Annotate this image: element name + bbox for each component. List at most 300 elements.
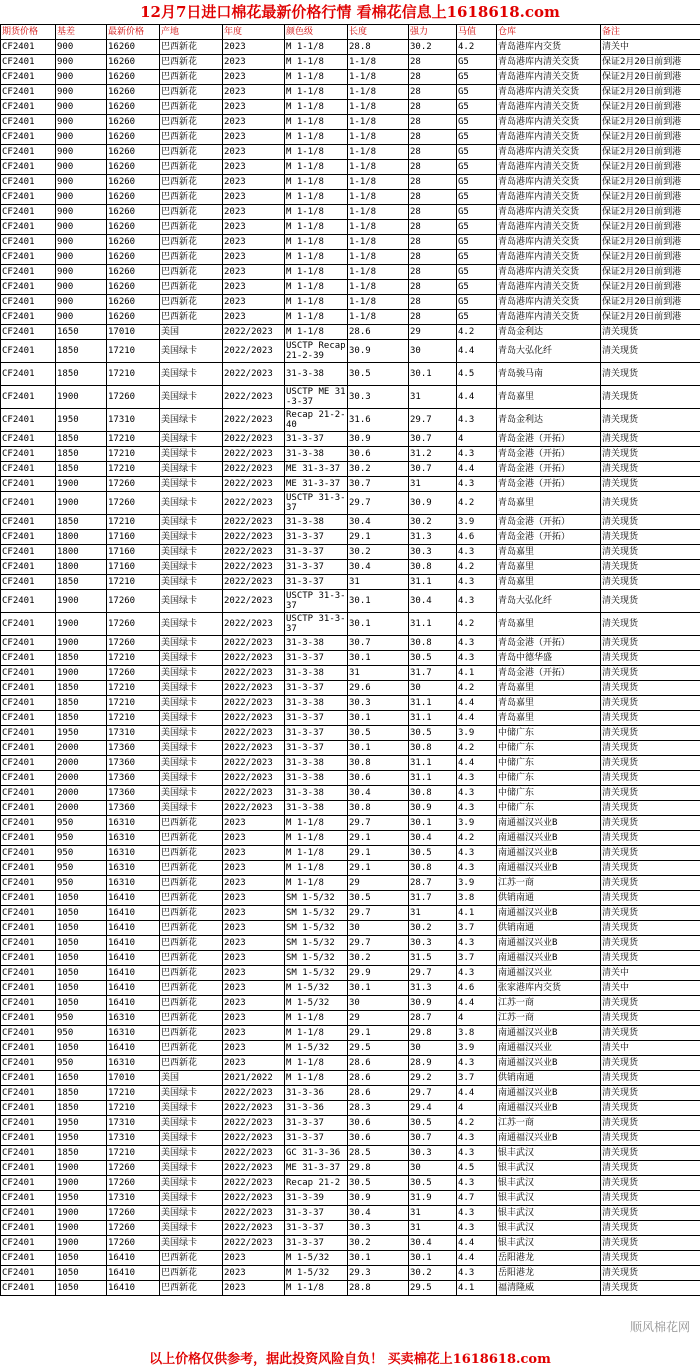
cell-micronaire: 4.1	[457, 1281, 497, 1296]
cell-basis: 1050	[56, 936, 107, 951]
cell-origin: 美国绿卡	[160, 651, 223, 666]
cell-strength: 30.2	[409, 40, 457, 55]
watermark: 顺风棉花网	[629, 1320, 690, 1334]
cell-warehouse: 青岛港库内清关交货	[497, 310, 601, 325]
cell-warehouse: 青岛金港（开拓）	[497, 447, 601, 462]
cell-basis: 950	[56, 831, 107, 846]
cell-futures: CF2401	[1, 966, 56, 981]
cell-color-grade: Recap 21-2-40	[286, 410, 346, 430]
cell-year: 2022/2023	[223, 477, 285, 492]
cell-warehouse: 青岛嘉里	[497, 681, 601, 696]
cell-basis: 1950	[56, 1116, 107, 1131]
cell-micronaire: 4.2	[457, 1116, 497, 1131]
cell-basis: 1650	[56, 325, 107, 340]
cell-micronaire: 4	[457, 1101, 497, 1116]
table-row	[1, 1071, 700, 1086]
cell-origin: 美国绿卡	[160, 681, 223, 696]
cell-remark: 清关现货	[601, 951, 700, 966]
table-row	[1, 636, 700, 651]
cell-strength: 30	[409, 1161, 457, 1176]
cell-futures: CF2401	[1, 310, 56, 325]
cell-length: 30.5	[348, 891, 409, 906]
table-row	[1, 492, 700, 515]
cell-strength: 29.4	[409, 1101, 457, 1116]
cell-futures: CF2401	[1, 1191, 56, 1206]
cell-futures: CF2401	[1, 530, 56, 545]
cell-strength: 29.7	[409, 966, 457, 981]
cell-remark: 清关现货	[601, 575, 700, 590]
cell-remark: 清关现货	[601, 681, 700, 696]
cell-futures: CF2401	[1, 906, 56, 921]
cell-origin: 美国绿卡	[160, 1131, 223, 1146]
cell-color-grade: 31-3-37	[285, 741, 348, 756]
cell-year: 2022/2023	[223, 1146, 285, 1161]
cell-color-grade: M 1-1/8	[285, 1281, 348, 1296]
cell-year: 2022/2023	[223, 530, 285, 545]
cell-micronaire: 4.3	[457, 1221, 497, 1236]
cell-origin: 巴西新花	[160, 981, 223, 996]
cell-remark: 清关现货	[601, 1011, 700, 1026]
cell-micronaire: 4.4	[457, 1086, 497, 1101]
cell-color-grade: M 1-1/8	[285, 55, 348, 70]
cell-origin: 美国绿卡	[160, 756, 223, 771]
table-row	[1, 145, 700, 160]
cell-futures: CF2401	[1, 205, 56, 220]
cell-latest-price: 17210	[107, 462, 160, 477]
cell-micronaire: G5	[457, 250, 497, 265]
cell-remark: 清关现货	[601, 666, 700, 681]
cell-latest-price: 17260	[107, 1236, 160, 1251]
cell-color-grade: USCTP Recap 21-2-39	[286, 341, 346, 361]
cell-origin: 美国绿卡	[160, 340, 223, 363]
cell-strength: 28	[409, 100, 457, 115]
cell-warehouse: 青岛港库内清关交货	[497, 205, 601, 220]
cell-micronaire: 4.4	[457, 996, 497, 1011]
cell-color-grade: Recap 21-2	[285, 1176, 348, 1191]
cell-basis: 900	[56, 85, 107, 100]
cell-latest-price: 16260	[107, 145, 160, 160]
cell-length: 30.3	[348, 1221, 409, 1236]
cell-color-grade: SM 1-5/32	[285, 966, 348, 981]
cell-year: 2022/2023	[223, 560, 285, 575]
cell-length: 31	[348, 575, 409, 590]
table-row	[1, 40, 700, 55]
cell-length: 30.6	[348, 1116, 409, 1131]
cell-basis: 1850	[56, 432, 107, 447]
table-row	[1, 891, 700, 906]
cell-color-grade: USCTP 31-3-37	[286, 614, 346, 634]
cell-warehouse: 南通福汉兴业B	[497, 936, 601, 951]
cell-warehouse: 供销南通	[497, 1071, 601, 1086]
table-row	[1, 1086, 700, 1101]
cell-strength: 30.7	[409, 462, 457, 477]
cell-warehouse: 银丰武汉	[497, 1191, 601, 1206]
cell-origin: 美国绿卡	[160, 462, 223, 477]
cell-warehouse: 青岛骏马南	[497, 363, 601, 386]
table-row	[1, 756, 700, 771]
table-row	[1, 340, 700, 363]
cell-basis: 1850	[56, 1086, 107, 1101]
cell-origin: 巴西新花	[160, 921, 223, 936]
cell-micronaire: 4.4	[457, 696, 497, 711]
cell-basis: 1850	[56, 515, 107, 530]
cell-origin: 美国绿卡	[160, 613, 223, 636]
cell-futures: CF2401	[1, 936, 56, 951]
cell-futures: CF2401	[1, 280, 56, 295]
cell-year: 2022/2023	[223, 1221, 285, 1236]
cell-micronaire: 4.1	[457, 666, 497, 681]
cell-length: 29	[348, 1011, 409, 1026]
cell-latest-price: 17360	[107, 756, 160, 771]
cell-length: 1-1/8	[348, 175, 409, 190]
cell-futures: CF2401	[1, 115, 56, 130]
cell-strength: 28.7	[409, 876, 457, 891]
cell-basis: 1900	[56, 590, 107, 613]
cell-micronaire: 4.2	[457, 681, 497, 696]
cell-latest-price: 17260	[107, 636, 160, 651]
cell-futures: CF2401	[1, 386, 56, 409]
cell-futures: CF2401	[1, 265, 56, 280]
cell-warehouse: 青岛嘉里	[497, 575, 601, 590]
cell-basis: 900	[56, 265, 107, 280]
cell-basis: 1900	[56, 1236, 107, 1251]
cell-basis: 1850	[56, 681, 107, 696]
cell-basis: 1850	[56, 462, 107, 477]
table-row	[1, 363, 700, 386]
cell-origin: 美国绿卡	[160, 545, 223, 560]
cell-origin: 美国绿卡	[160, 726, 223, 741]
cell-length: 1-1/8	[348, 265, 409, 280]
cell-origin: 巴西新花	[160, 1011, 223, 1026]
table-row	[1, 1131, 700, 1146]
cell-warehouse: 江苏一商	[497, 996, 601, 1011]
cell-micronaire: 4.3	[457, 447, 497, 462]
cell-length: 29.7	[348, 492, 409, 515]
cell-warehouse: 青岛港库内清关交货	[497, 160, 601, 175]
cell-remark: 清关现货	[601, 891, 700, 906]
cell-warehouse: 银丰武汉	[497, 1206, 601, 1221]
cell-length: 30.1	[348, 711, 409, 726]
cell-color-grade: M 1-1/8	[285, 1071, 348, 1086]
cell-micronaire: 4.7	[457, 1191, 497, 1206]
cell-strength: 29.5	[409, 1281, 457, 1296]
cell-color-grade: M 1-5/32	[285, 996, 348, 1011]
cell-warehouse: 青岛大弘化纤	[497, 590, 601, 613]
cell-basis: 1850	[56, 711, 107, 726]
cell-color-grade: M 1-1/8	[285, 846, 348, 861]
cell-strength: 30.8	[409, 636, 457, 651]
table-row	[1, 1191, 700, 1206]
cell-basis: 1050	[56, 951, 107, 966]
cell-futures: CF2401	[1, 130, 56, 145]
cell-origin: 美国绿卡	[160, 530, 223, 545]
cell-remark: 清关现货	[601, 590, 700, 613]
cell-latest-price: 17210	[107, 340, 160, 363]
cell-basis: 1050	[56, 906, 107, 921]
cell-latest-price: 16260	[107, 190, 160, 205]
cell-micronaire: 4.3	[457, 1266, 497, 1281]
cell-futures: CF2401	[1, 651, 56, 666]
cell-remark: 清关现货	[601, 921, 700, 936]
cell-micronaire: G5	[457, 295, 497, 310]
cell-color-grade: SM 1-5/32	[285, 921, 348, 936]
cell-origin: 美国绿卡	[160, 477, 223, 492]
cell-futures: CF2401	[1, 85, 56, 100]
cell-strength: 28	[409, 175, 457, 190]
cell-remark: 清关现货	[601, 861, 700, 876]
cell-warehouse: 供销南通	[497, 891, 601, 906]
cell-warehouse: 青岛金利达	[497, 409, 601, 432]
cell-length: 30.9	[348, 432, 409, 447]
table-row	[1, 280, 700, 295]
cell-strength: 31.1	[409, 575, 457, 590]
cell-year: 2022/2023	[223, 1191, 285, 1206]
cell-color-grade: M 1-1/8	[285, 220, 348, 235]
table-row	[1, 951, 700, 966]
header-year: 年度	[223, 25, 285, 40]
cell-basis: 1850	[56, 696, 107, 711]
cell-year: 2023	[223, 70, 285, 85]
cell-futures: CF2401	[1, 1056, 56, 1071]
cell-latest-price: 16410	[107, 966, 160, 981]
cell-origin: 美国绿卡	[160, 1191, 223, 1206]
cell-micronaire: 3.7	[457, 951, 497, 966]
cell-strength: 31	[409, 1221, 457, 1236]
cell-latest-price: 17210	[107, 651, 160, 666]
cell-origin: 美国绿卡	[160, 666, 223, 681]
cell-year: 2022/2023	[223, 696, 285, 711]
cell-remark: 清关现货	[601, 876, 700, 891]
cell-basis: 2000	[56, 786, 107, 801]
cell-latest-price: 16310	[107, 831, 160, 846]
cell-origin: 巴西新花	[160, 115, 223, 130]
table-row	[1, 696, 700, 711]
cell-latest-price: 16410	[107, 1266, 160, 1281]
cell-length: 29.7	[348, 906, 409, 921]
cell-futures: CF2401	[1, 220, 56, 235]
cell-color-grade: M 1-1/8	[285, 85, 348, 100]
cell-strength: 31.3	[409, 981, 457, 996]
cell-color-grade: SM 1-5/32	[285, 906, 348, 921]
table-row	[1, 831, 700, 846]
cell-color-grade: M 1-5/32	[285, 981, 348, 996]
cell-length: 30.6	[348, 1131, 409, 1146]
cell-strength: 30.8	[409, 560, 457, 575]
cell-origin: 巴西新花	[160, 265, 223, 280]
cell-year: 2023	[223, 295, 285, 310]
cell-year: 2022/2023	[223, 447, 285, 462]
cell-futures: CF2401	[1, 40, 56, 55]
cell-strength: 28	[409, 280, 457, 295]
cell-futures: CF2401	[1, 891, 56, 906]
cell-origin: 巴西新花	[160, 55, 223, 70]
cell-remark: 清关现货	[601, 545, 700, 560]
table-row	[1, 85, 700, 100]
cell-length: 30.3	[348, 696, 409, 711]
cell-origin: 巴西新花	[160, 906, 223, 921]
cell-length: 29.1	[348, 846, 409, 861]
cell-year: 2023	[223, 250, 285, 265]
table-row	[1, 906, 700, 921]
cell-micronaire: 3.8	[457, 1026, 497, 1041]
cell-color-grade: SM 1-5/32	[285, 891, 348, 906]
cell-length: 28.6	[348, 1086, 409, 1101]
table-row	[1, 409, 700, 432]
cell-strength: 28	[409, 145, 457, 160]
cell-year: 2023	[223, 115, 285, 130]
cell-micronaire: 4.2	[457, 831, 497, 846]
cell-remark: 保证2月20日前到港	[601, 100, 700, 115]
cell-strength: 30.4	[409, 831, 457, 846]
cell-remark: 清关现货	[601, 1116, 700, 1131]
cell-futures: CF2401	[1, 1266, 56, 1281]
cell-color-grade: 31-3-38	[285, 363, 348, 386]
table-row	[1, 711, 700, 726]
cell-origin: 巴西新花	[160, 295, 223, 310]
table-row	[1, 846, 700, 861]
cell-latest-price: 16310	[107, 816, 160, 831]
cell-color-grade: SM 1-5/32	[285, 936, 348, 951]
cell-warehouse: 青岛嘉里	[497, 545, 601, 560]
cell-futures: CF2401	[1, 545, 56, 560]
cell-remark: 清关中	[601, 966, 700, 981]
cell-remark: 清关现货	[601, 906, 700, 921]
cell-length: 30.4	[348, 515, 409, 530]
cell-remark: 清关现货	[601, 651, 700, 666]
cell-basis: 900	[56, 130, 107, 145]
cell-color-grade: M 1-5/32	[285, 1251, 348, 1266]
cell-warehouse: 银丰武汉	[497, 1221, 601, 1236]
cell-futures: CF2401	[1, 786, 56, 801]
cell-micronaire: 4.3	[457, 409, 497, 432]
cell-micronaire: 3.9	[457, 876, 497, 891]
cell-origin: 巴西新花	[160, 1266, 223, 1281]
cell-latest-price: 16410	[107, 1041, 160, 1056]
cell-latest-price: 17260	[107, 666, 160, 681]
cell-color-grade: USCTP 31-3-37	[286, 493, 346, 513]
table-row	[1, 1236, 700, 1251]
cell-length: 1-1/8	[348, 280, 409, 295]
cell-latest-price: 16310	[107, 1026, 160, 1041]
cell-latest-price: 16410	[107, 1281, 160, 1296]
cell-length: 30.2	[348, 1236, 409, 1251]
cell-strength: 30.7	[409, 1131, 457, 1146]
cell-basis: 950	[56, 1056, 107, 1071]
cell-warehouse: 青岛港库内清关交货	[497, 145, 601, 160]
cell-futures: CF2401	[1, 560, 56, 575]
table-row	[1, 613, 700, 636]
cell-length: 30.8	[348, 801, 409, 816]
cell-color-grade: 31-3-36	[285, 1086, 348, 1101]
cell-basis: 900	[56, 55, 107, 70]
cell-length: 29.1	[348, 831, 409, 846]
cell-micronaire: 4.5	[457, 1161, 497, 1176]
cell-strength: 30.8	[409, 786, 457, 801]
cell-warehouse: 青岛金港（开拓）	[497, 515, 601, 530]
cell-warehouse: 青岛港库内清关交货	[497, 175, 601, 190]
cell-color-grade: 31-3-38	[285, 771, 348, 786]
cell-color-grade: 31-3-38	[285, 666, 348, 681]
cell-year: 2022/2023	[223, 1161, 285, 1176]
cell-origin: 美国绿卡	[160, 575, 223, 590]
cell-year: 2021/2022	[223, 1071, 285, 1086]
cell-strength: 28	[409, 130, 457, 145]
cell-length: 29.3	[348, 1266, 409, 1281]
cell-latest-price: 16410	[107, 951, 160, 966]
cell-remark: 清关现货	[601, 447, 700, 462]
cell-strength: 29.8	[409, 1026, 457, 1041]
cell-futures: CF2401	[1, 1011, 56, 1026]
cell-length: 1-1/8	[348, 295, 409, 310]
cell-color-grade: M 1-1/8	[285, 1011, 348, 1026]
cell-warehouse: 青岛金港（开拓）	[497, 666, 601, 681]
table-row	[1, 1161, 700, 1176]
cell-length: 30.1	[348, 981, 409, 996]
cell-micronaire: 4.4	[457, 1251, 497, 1266]
table-row	[1, 996, 700, 1011]
table-row	[1, 1251, 700, 1266]
cell-futures: CF2401	[1, 1176, 56, 1191]
cell-latest-price: 17210	[107, 711, 160, 726]
cell-color-grade: M 1-1/8	[285, 70, 348, 85]
cell-basis: 1050	[56, 1251, 107, 1266]
cell-latest-price: 17210	[107, 696, 160, 711]
cell-basis: 900	[56, 160, 107, 175]
cell-origin: 巴西新花	[160, 175, 223, 190]
table-row	[1, 1146, 700, 1161]
cell-origin: 美国绿卡	[160, 560, 223, 575]
table-header-row	[1, 25, 700, 40]
cell-latest-price: 17010	[107, 325, 160, 340]
cell-strength: 30.1	[409, 1251, 457, 1266]
table-row	[1, 432, 700, 447]
cell-length: 29.1	[348, 1026, 409, 1041]
cell-latest-price: 17260	[107, 590, 160, 613]
cell-latest-price: 16260	[107, 130, 160, 145]
cell-length: 30.3	[348, 386, 409, 409]
cell-year: 2023	[223, 1056, 285, 1071]
cell-basis: 1850	[56, 340, 107, 363]
cell-futures: CF2401	[1, 1131, 56, 1146]
cell-warehouse: 南通福汉兴业B	[497, 906, 601, 921]
cell-warehouse: 青岛港库内交货	[497, 40, 601, 55]
cell-micronaire: 4.3	[457, 1146, 497, 1161]
cell-warehouse: 南通福汉兴业B	[497, 1026, 601, 1041]
cell-futures: CF2401	[1, 235, 56, 250]
cell-origin: 美国绿卡	[160, 363, 223, 386]
cell-color-grade: M 1-1/8	[285, 190, 348, 205]
cell-futures: CF2401	[1, 1041, 56, 1056]
table-row	[1, 681, 700, 696]
cell-latest-price: 16260	[107, 205, 160, 220]
cell-latest-price: 16260	[107, 250, 160, 265]
cell-color-grade: GC 31-3-36	[285, 1146, 348, 1161]
cell-color-grade: M 1-1/8	[285, 831, 348, 846]
cell-strength: 29.2	[409, 1071, 457, 1086]
cell-latest-price: 17210	[107, 432, 160, 447]
cell-origin: 巴西新花	[160, 1056, 223, 1071]
cell-strength: 31.1	[409, 613, 457, 636]
cell-origin: 巴西新花	[160, 40, 223, 55]
cell-basis: 950	[56, 1011, 107, 1026]
cell-latest-price: 16260	[107, 280, 160, 295]
cell-warehouse: 南通福汉兴业B	[497, 951, 601, 966]
table-row	[1, 651, 700, 666]
cell-strength: 30.9	[409, 492, 457, 515]
cell-basis: 1900	[56, 492, 107, 515]
cell-origin: 巴西新花	[160, 846, 223, 861]
cell-length: 30.2	[348, 462, 409, 477]
